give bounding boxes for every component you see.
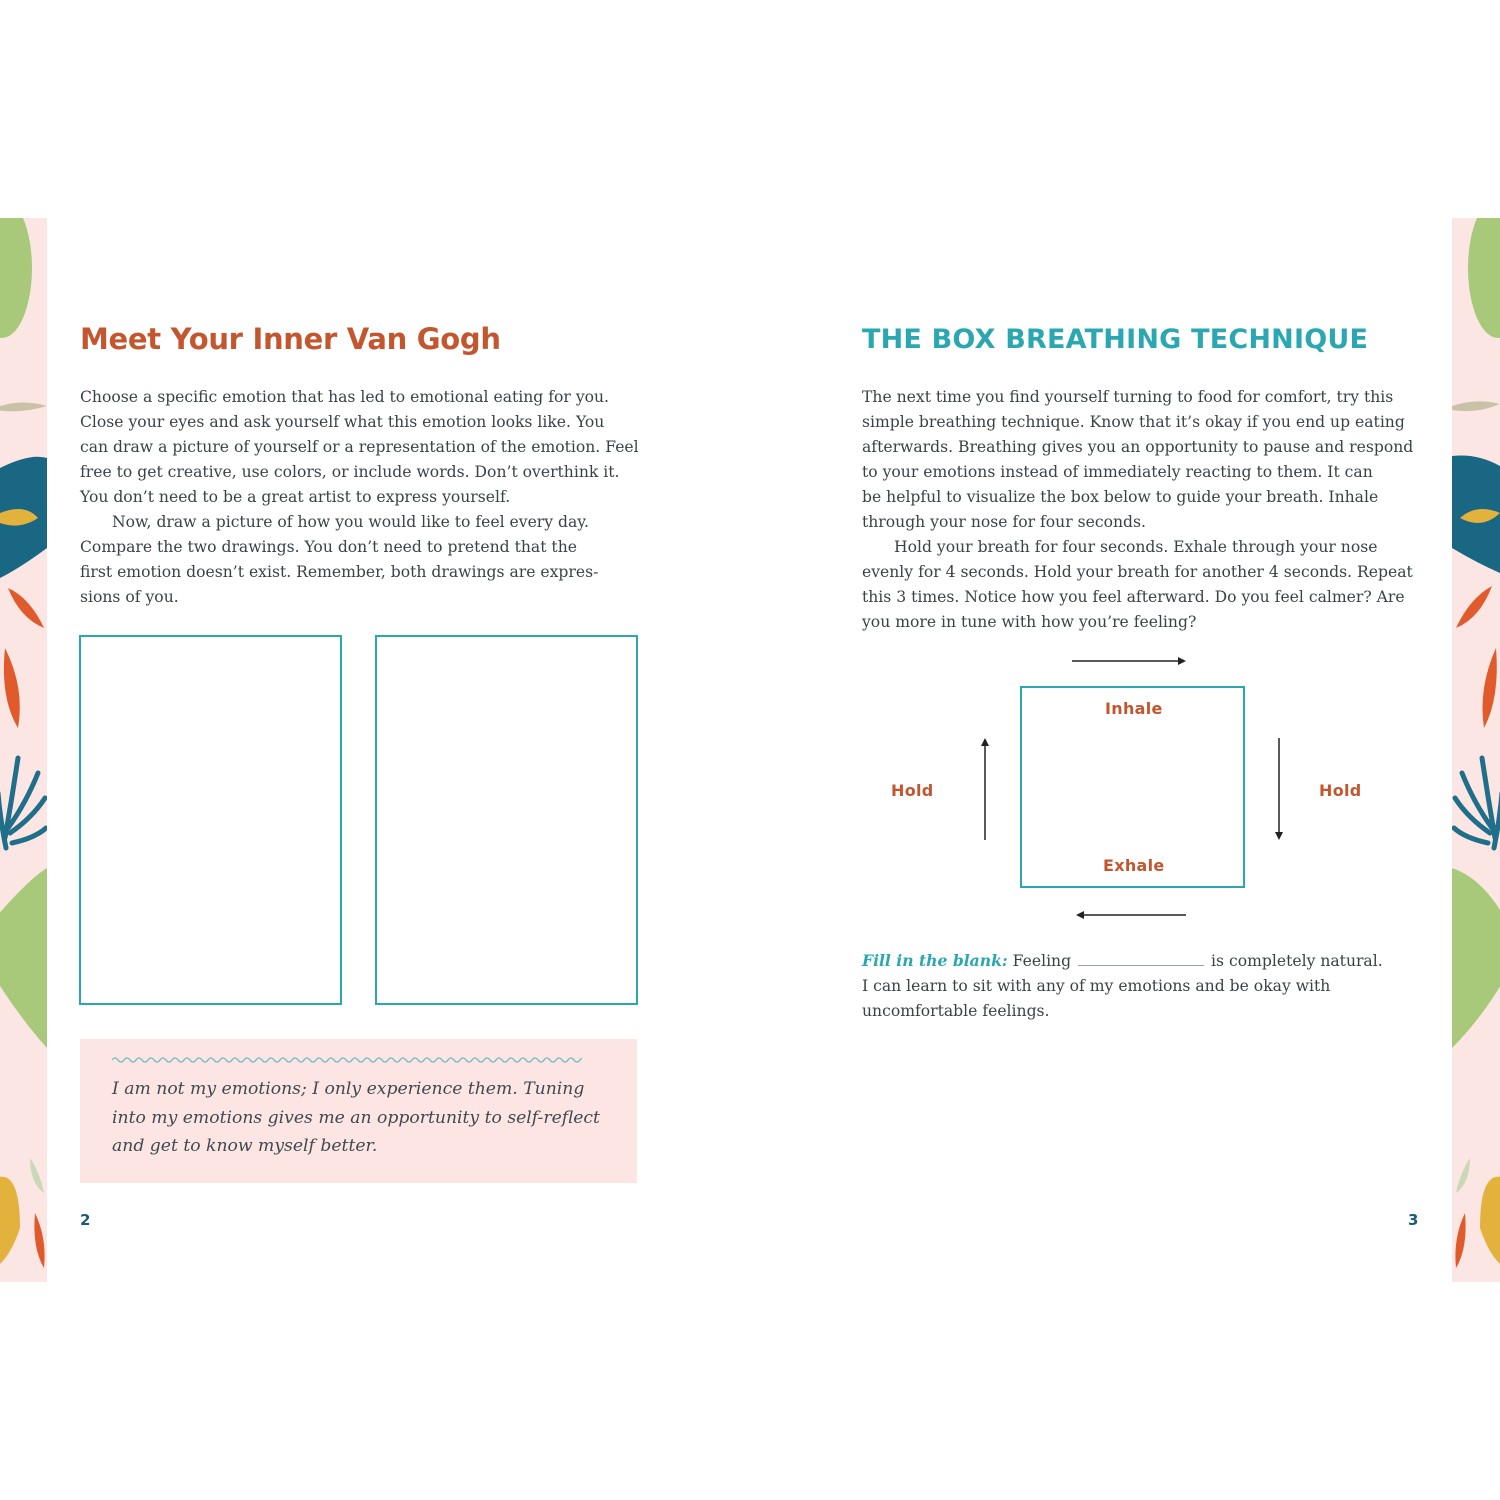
box-breathing-diagram — [862, 648, 1422, 928]
left-page-title: Meet Your Inner Van Gogh — [80, 322, 501, 356]
body-line: can draw a picture of yourself or a representation of the emotion. Feel — [80, 438, 639, 456]
body-line: Choose a specific emotion that has led to emotional eating for you. — [80, 388, 610, 406]
label-inhale: Inhale — [1105, 699, 1163, 718]
body-line: you more in tune with how you’re feeling? — [862, 613, 1197, 631]
body-line: The next time you find yourself turning to food for comfort, try this — [862, 388, 1394, 406]
body-line: through your nose for four seconds. — [862, 513, 1146, 531]
fill-line-1 — [862, 948, 1383, 974]
body-line: Compare the two drawings. You don’t need to pretend that the — [80, 538, 577, 556]
book-spread — [0, 218, 1500, 1282]
left-decorative-border — [0, 218, 47, 1282]
left-page-body — [80, 385, 639, 610]
wave-divider-icon — [112, 1055, 582, 1065]
fill-line-3: uncomfortable feelings. — [862, 1002, 1050, 1020]
arrow-right-icon — [1072, 656, 1188, 666]
body-line: sions of you. — [80, 588, 179, 606]
label-hold-left: Hold — [891, 781, 934, 800]
affirmation-line: and get to know myself better. — [112, 1136, 378, 1156]
right-page-body — [862, 385, 1413, 635]
body-line: Now, draw a picture of how you would like to feel every day. — [112, 513, 589, 531]
body-line: simple breathing technique. Know that it’s okay if you end up eating — [862, 413, 1405, 431]
body-line: Hold your breath for four seconds. Exhale through your nose — [894, 538, 1378, 556]
fill-lead: Fill in the blank: — [862, 951, 1008, 970]
fill-in-the-blank — [862, 948, 1383, 1024]
body-line: this 3 times. Notice how you feel afterward. Do you feel calmer? Are — [862, 588, 1405, 606]
fill-before: Feeling — [1012, 952, 1072, 970]
body-line: You don’t need to be a great artist to express yourself. — [80, 488, 511, 506]
label-exhale: Exhale — [1103, 856, 1165, 875]
body-line: first emotion doesn’t exist. Remember, both drawings are expres- — [80, 563, 599, 581]
fill-line-2: I can learn to sit with any of my emotions and be okay with — [862, 977, 1331, 995]
body-line: evenly for 4 seconds. Hold your breath for another 4 seconds. Repeat — [862, 563, 1413, 581]
right-decorative-border — [1452, 218, 1500, 1282]
body-line: be helpful to visualize the box below to guide your breath. Inhale — [862, 488, 1379, 506]
affirmation-quote — [112, 1075, 622, 1161]
body-line: free to get creative, use colors, or include words. Don’t overthink it. — [80, 463, 620, 481]
arrow-left-icon — [1074, 910, 1186, 920]
affirmation-line: I am not my emotions; I only experience them. Tuning — [112, 1079, 585, 1099]
blank-input-line[interactable] — [1078, 949, 1204, 966]
drawing-box-current-emotion[interactable] — [79, 635, 342, 1005]
right-page-title: THE BOX BREATHING TECHNIQUE — [862, 324, 1369, 355]
body-line: to your emotions instead of immediately reacting to them. It can — [862, 463, 1373, 481]
drawing-box-desired-feeling[interactable] — [375, 635, 638, 1005]
body-line: afterwards. Breathing gives you an opportunity to pause and respond — [862, 438, 1414, 456]
page-number-right: 3 — [1408, 1211, 1419, 1229]
page-number-left: 2 — [80, 1211, 91, 1229]
body-line: Close your eyes and ask yourself what this emotion looks like. You — [80, 413, 605, 431]
arrow-up-icon — [980, 736, 990, 840]
fill-after: is completely natural. — [1211, 952, 1383, 970]
arrow-down-icon — [1274, 738, 1284, 842]
affirmation-line: into my emotions gives me an opportunity to self-reflect — [112, 1107, 600, 1128]
label-hold-right: Hold — [1319, 781, 1362, 800]
affirmation-box — [80, 1039, 637, 1183]
